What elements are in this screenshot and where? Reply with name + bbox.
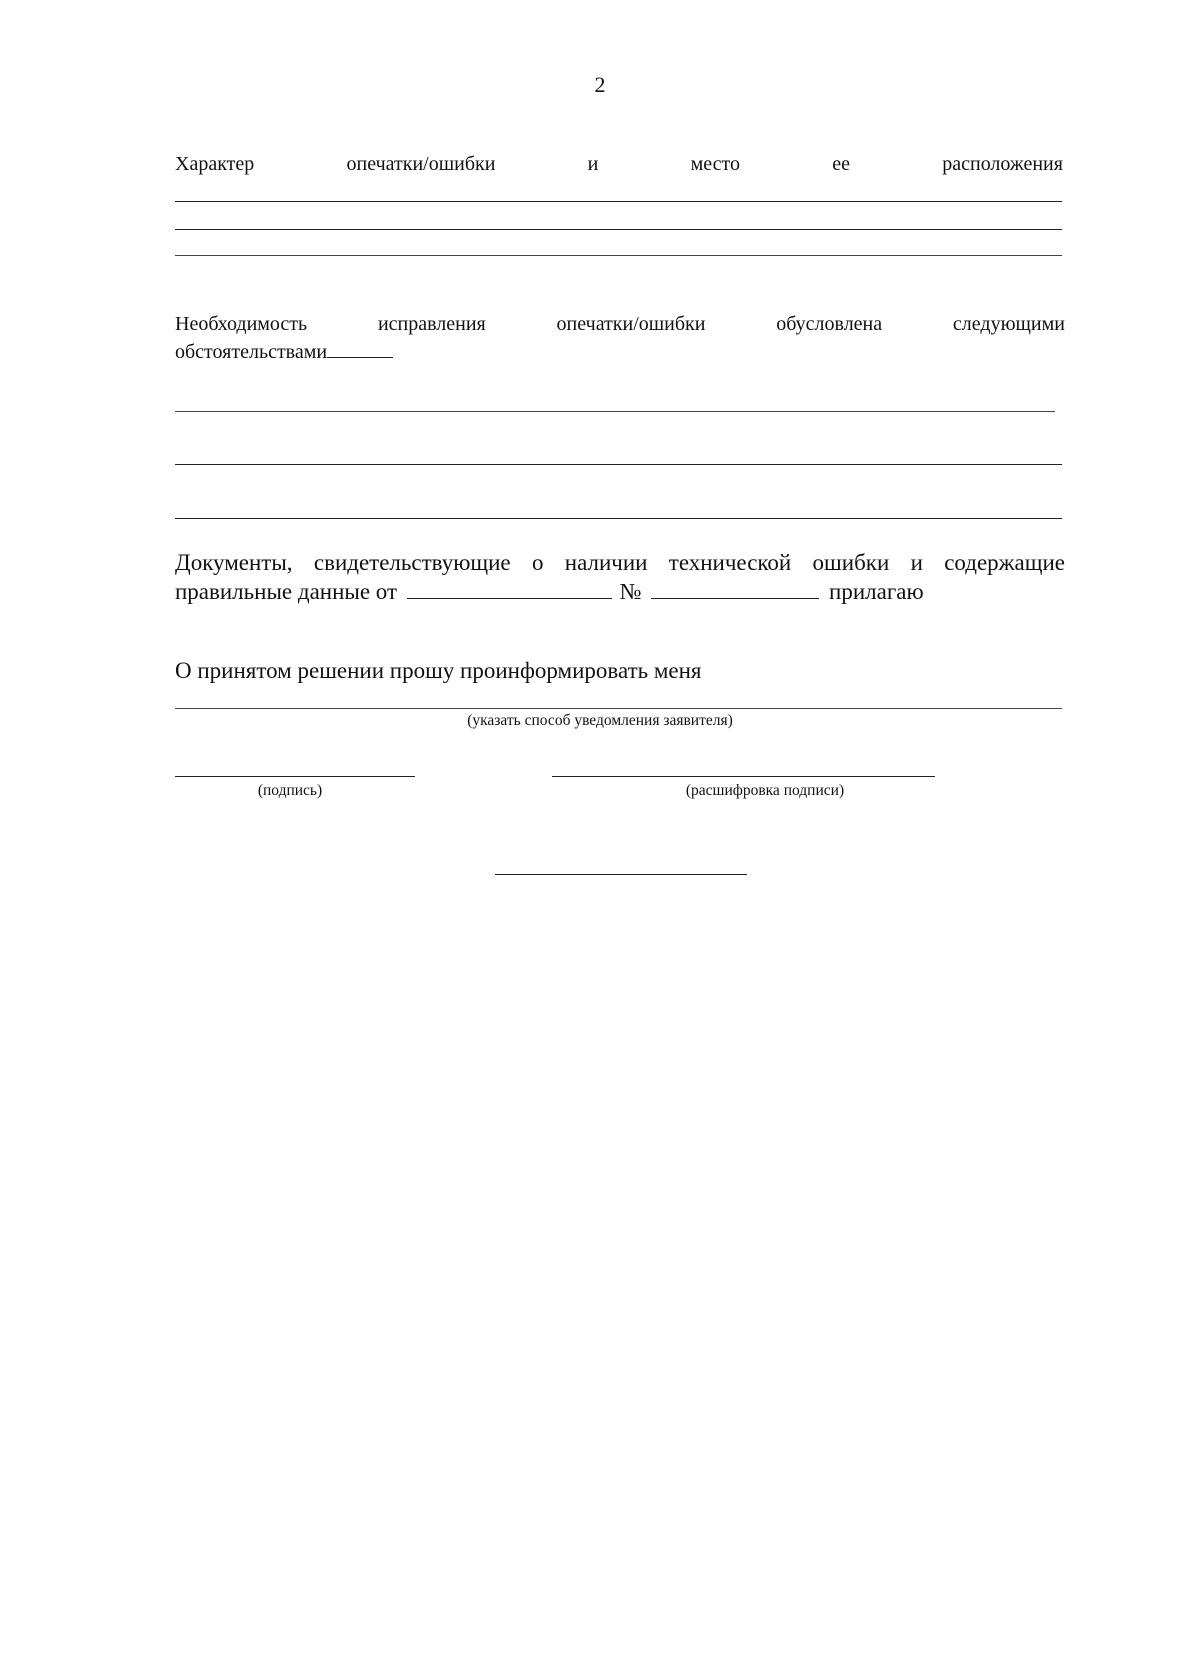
notify-fill-line[interactable] <box>175 708 1062 709</box>
error-fill-line-2[interactable] <box>175 229 1062 230</box>
reason-word-4: обусловлена <box>776 313 883 335</box>
signature-decoding-line[interactable] <box>552 776 935 777</box>
reason-circumstances-label: обстоятельствами <box>175 341 328 363</box>
reason-line-2 <box>175 339 393 364</box>
error-word-6: расположения <box>942 153 1063 175</box>
reason-inline-blank[interactable] <box>327 339 393 358</box>
documents-line-2 <box>175 579 924 605</box>
error-word-2: опечатки/ошибки <box>346 153 496 175</box>
reason-fill-line-3[interactable] <box>175 518 1062 519</box>
error-word-4: место <box>690 153 740 175</box>
documents-date-label: правильные данные от <box>175 579 398 604</box>
signature-decoding-caption: (расшифровка подписи) <box>685 782 845 799</box>
error-fill-line-3[interactable] <box>175 255 1062 256</box>
documents-number-blank[interactable] <box>651 580 819 599</box>
notify-text: О принятом решении прошу проинформировать меня <box>175 658 702 683</box>
signature-line[interactable] <box>175 776 415 777</box>
documents-date-blank[interactable] <box>407 580 612 599</box>
documents-attach-label: прилагаю <box>829 579 924 604</box>
error-word-3: и <box>587 153 599 175</box>
reason-word-3: опечатки/ошибки <box>556 313 706 335</box>
error-fill-line-1[interactable] <box>175 201 1062 202</box>
documents-number-sign: № <box>619 579 642 604</box>
signature-caption: (подпись) <box>257 782 323 799</box>
error-word-1: Характер <box>175 153 255 175</box>
error-word-5: ее <box>832 153 850 175</box>
reason-word-2: исправления <box>377 313 486 335</box>
error-nature-heading <box>175 153 1063 176</box>
reason-word-1: Необходимость <box>175 313 308 335</box>
page-number: 2 <box>594 72 606 97</box>
reason-word-5: следующими <box>952 313 1065 335</box>
documents-line-1: Документы, свидетельствующие о наличии технической ошибки и содержащие <box>175 550 1065 575</box>
reason-fill-line-2[interactable] <box>175 464 1062 465</box>
reason-fill-line-1[interactable] <box>175 411 1055 412</box>
closing-separator-line <box>495 874 747 875</box>
notify-caption: (указать способ уведомления заявителя) <box>467 712 733 729</box>
reason-heading <box>175 313 1065 336</box>
